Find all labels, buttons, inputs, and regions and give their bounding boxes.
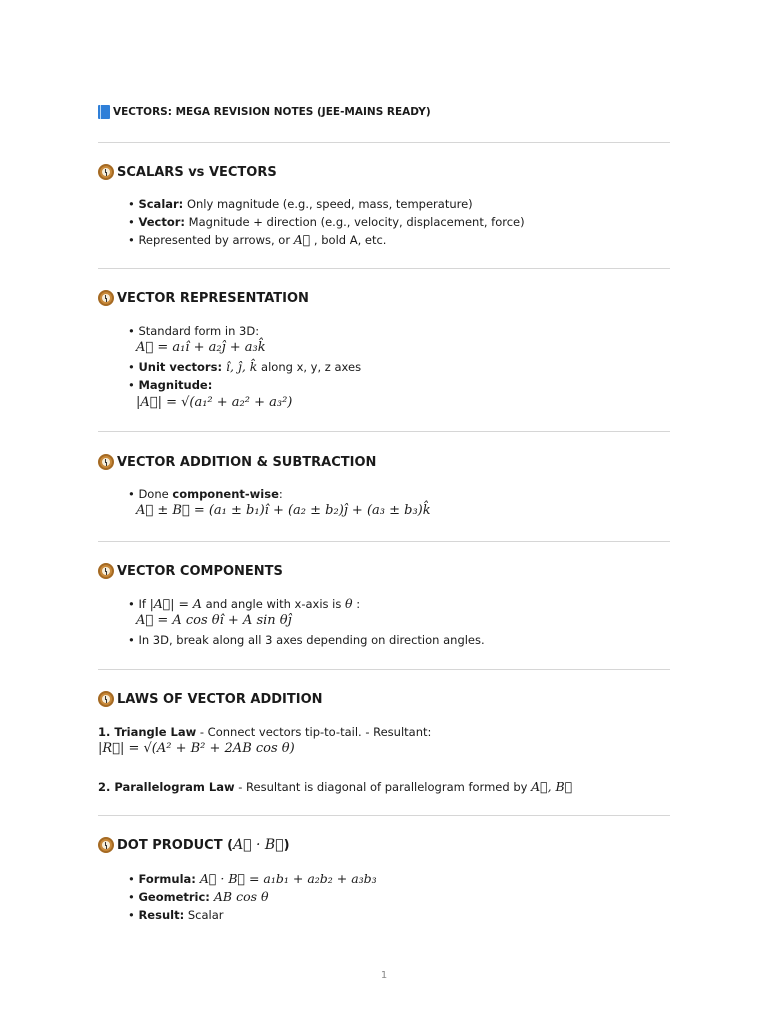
- list-item: • Result: Scalar: [128, 908, 224, 922]
- list-item: • In 3D, break along all 3 axes depending on direction angles.: [128, 633, 485, 647]
- list-item: • Magnitude:: [128, 378, 213, 392]
- clock-icon: [98, 563, 114, 579]
- equation: A⃗ = A cos θî + A sin θĵ: [136, 613, 292, 628]
- list-item: • Standard form in 3D:: [128, 324, 260, 338]
- equation: A⃗ ± B⃗ = (a₁ ± b₁)î + (a₂ ± b₂)ĵ + (a₃ ± b₃)k̂: [136, 503, 431, 518]
- section-heading-dot-product: DOT PRODUCT ( A⃗ · B⃗ ): [98, 837, 290, 853]
- paragraph: 1. Triangle Law - Connect vectors tip-to-tail. - Resultant:: [98, 725, 432, 739]
- section-heading-laws: LAWS OF VECTOR ADDITION: [98, 691, 323, 707]
- divider: [98, 541, 670, 542]
- list-item: • Unit vectors: î, ĵ, k̂ along x, y, z axes: [128, 359, 362, 374]
- clock-icon: [98, 454, 114, 470]
- section-heading-representation: VECTOR REPRESENTATION: [98, 290, 309, 306]
- divider: [98, 268, 670, 269]
- paragraph: 2. Parallelogram Law - Resultant is diagonal of parallelogram formed by A⃗, B⃗: [98, 779, 573, 794]
- clock-icon: [98, 837, 114, 853]
- title-text: VECTORS: MEGA REVISION NOTES (JEE-MAINS READY): [113, 106, 431, 118]
- list-item: • If |A⃗| = A and angle with x-axis is θ :: [128, 596, 361, 611]
- clock-icon: [98, 691, 114, 707]
- list-item: • Vector: Magnitude + direction (e.g., velocity, displacement, force): [128, 215, 525, 229]
- section-heading-components: VECTOR COMPONENTS: [98, 563, 283, 579]
- page-number: 1: [380, 970, 388, 981]
- divider: [98, 142, 670, 143]
- clock-icon: [98, 164, 114, 180]
- equation: |A⃗| = √(a₁² + a₂² + a₃²): [136, 395, 293, 410]
- document-title: [98, 105, 431, 119]
- divider: [98, 431, 670, 432]
- list-item: • Formula: A⃗ · B⃗ = a₁b₁ + a₂b₂ + a₃b₃: [128, 871, 377, 886]
- list-item: • Scalar: Only magnitude (e.g., speed, mass, temperature): [128, 197, 473, 211]
- list-item: • Represented by arrows, or A⃗ , bold A, etc.: [128, 232, 387, 247]
- section-heading-addition: VECTOR ADDITION & SUBTRACTION: [98, 454, 376, 470]
- section-heading-scalars: SCALARS vs VECTORS: [98, 164, 277, 180]
- clock-icon: [98, 290, 114, 306]
- equation: A⃗ = a₁î + a₂ĵ + a₃k̂: [136, 340, 266, 355]
- equation: |R⃗| = √(A² + B² + 2AB cos θ): [98, 741, 295, 756]
- book-icon: [98, 105, 110, 119]
- divider: [98, 669, 670, 670]
- divider: [98, 815, 670, 816]
- list-item: • Done component-wise:: [128, 487, 283, 501]
- list-item: • Geometric: AB cos θ: [128, 889, 269, 904]
